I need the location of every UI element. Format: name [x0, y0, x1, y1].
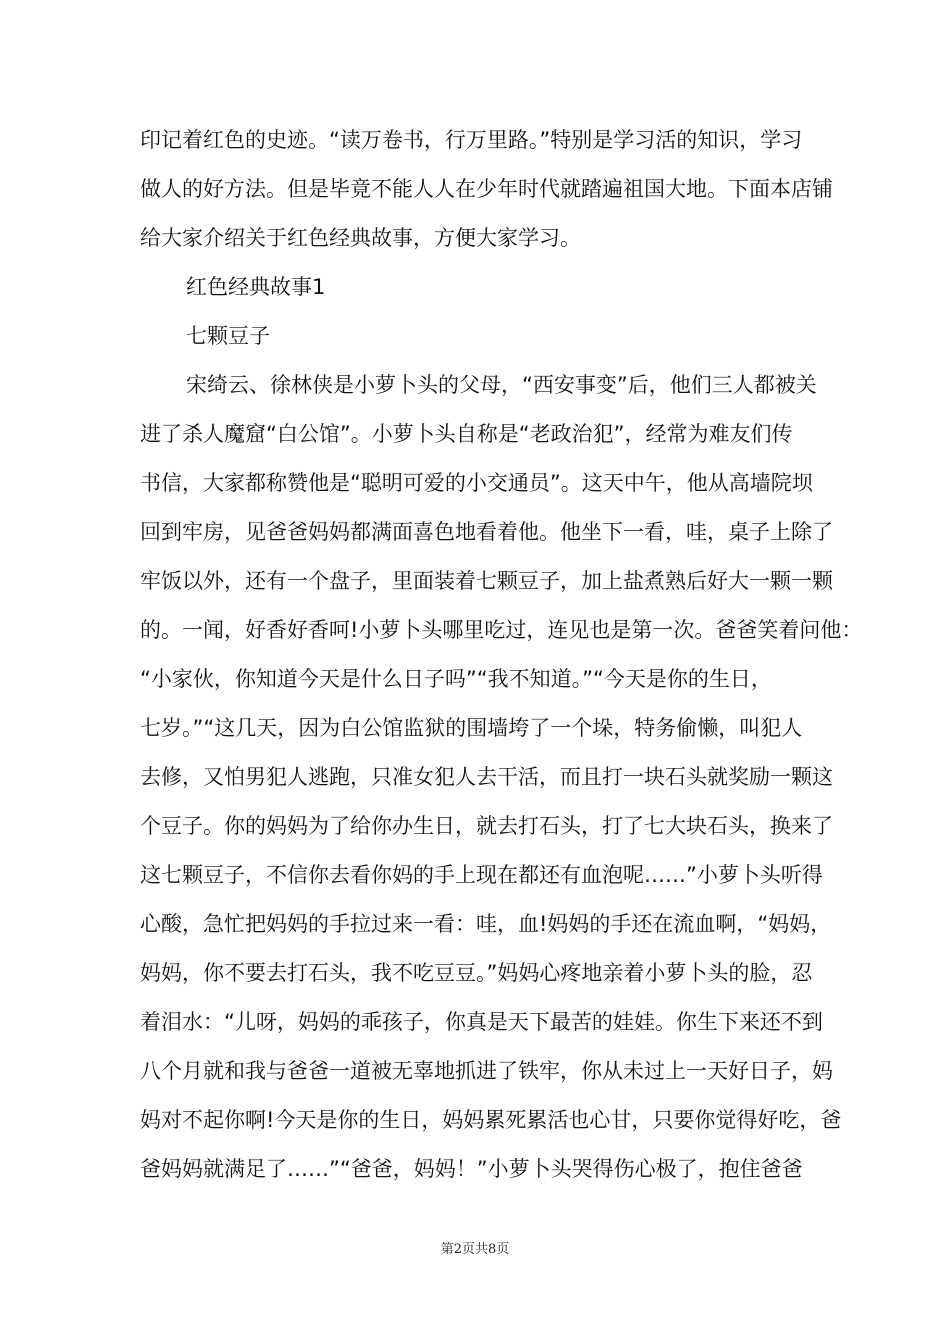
intro-line: 给大家介绍关于红色经典故事，方便大家学习。 [140, 226, 581, 250]
section-heading: 红色经典故事1 [186, 275, 326, 299]
intro-line: 印记着红色的史迹。“读万卷书，行万里路。”特别是学习活的知识，学习 [140, 128, 803, 152]
story-line: 牢饭以外，还有一个盘子，里面装着七颗豆子，加上盐煮熟后好大一颗一颗 [140, 569, 833, 593]
story-line: 八个月就和我与爸爸一道被无辜地抓进了铁牢，你从未过上一天好日子，妈 [140, 1059, 833, 1083]
story-line: 进了杀人魔窟“白公馆”。小萝卜头自称是“老政治犯”，经常为难友们传 [140, 422, 793, 446]
story-line: 心酸，急忙把妈妈的手拉过来一看：哇，血!妈妈的手还在流血啊，“妈妈， [140, 912, 832, 936]
story-line: 的。一闻，好香好香呵!小萝卜头哪里吃过，连见也是第一次。爸爸笑着问他： [140, 618, 863, 642]
story-line: 着泪水：“儿呀，妈妈的乖孩子，你真是天下最苦的娃娃。你生下来还不到 [140, 1010, 823, 1034]
story-line: 去修，又怕男犯人逃跑，只准女犯人去干活，而且打一块石头就奖励一颗这 [140, 765, 833, 789]
story-line: 爸妈妈就满足了……”“爸爸，妈妈！”小萝卜头哭得伤心极了，抱住爸爸 [140, 1157, 803, 1181]
story-line: 七岁。”“这几天，因为白公馆监狱的围墙垮了一个垛，特务偷懒，叫犯人 [140, 716, 803, 740]
document-body [140, 116, 863, 1194]
story-line: 宋绮云、徐林侠是小萝卜头的父母，“西安事变”后，他们三人都被关 [186, 373, 817, 397]
story-line: 这七颗豆子，不信你去看你妈的手上现在都还有血泡呢……”小萝卜头听得 [140, 863, 823, 887]
story-line: 书信，大家都称赞他是“聪明可爱的小交通员”。这天中午，他从高墙院坝 [140, 471, 813, 495]
intro-line: 做人的好方法。但是毕竟不能人人在少年时代就踏遍祖国大地。下面本店铺 [140, 177, 833, 201]
story-title: 七颗豆子 [186, 324, 270, 348]
story-line: “小家伙，你知道今天是什么日子吗”“我不知道。”“今天是你的生日， [140, 667, 772, 691]
story-line: 妈对不起你啊!今天是你的生日，妈妈累死累活也心甘，只要你觉得好吃，爸 [140, 1108, 842, 1132]
story-line: 妈妈，你不要去打石头，我不吃豆豆。”妈妈心疼地亲着小萝卜头的脸，忍 [140, 961, 813, 985]
page-footer: 第2页共8页 [440, 1242, 510, 1257]
story-line: 个豆子。你的妈妈为了给你办生日，就去打石头，打了七大块石头，换来了 [140, 814, 833, 838]
story-line: 回到牢房，见爸爸妈妈都满面喜色地看着他。他坐下一看，哇，桌子上除了 [140, 520, 833, 544]
